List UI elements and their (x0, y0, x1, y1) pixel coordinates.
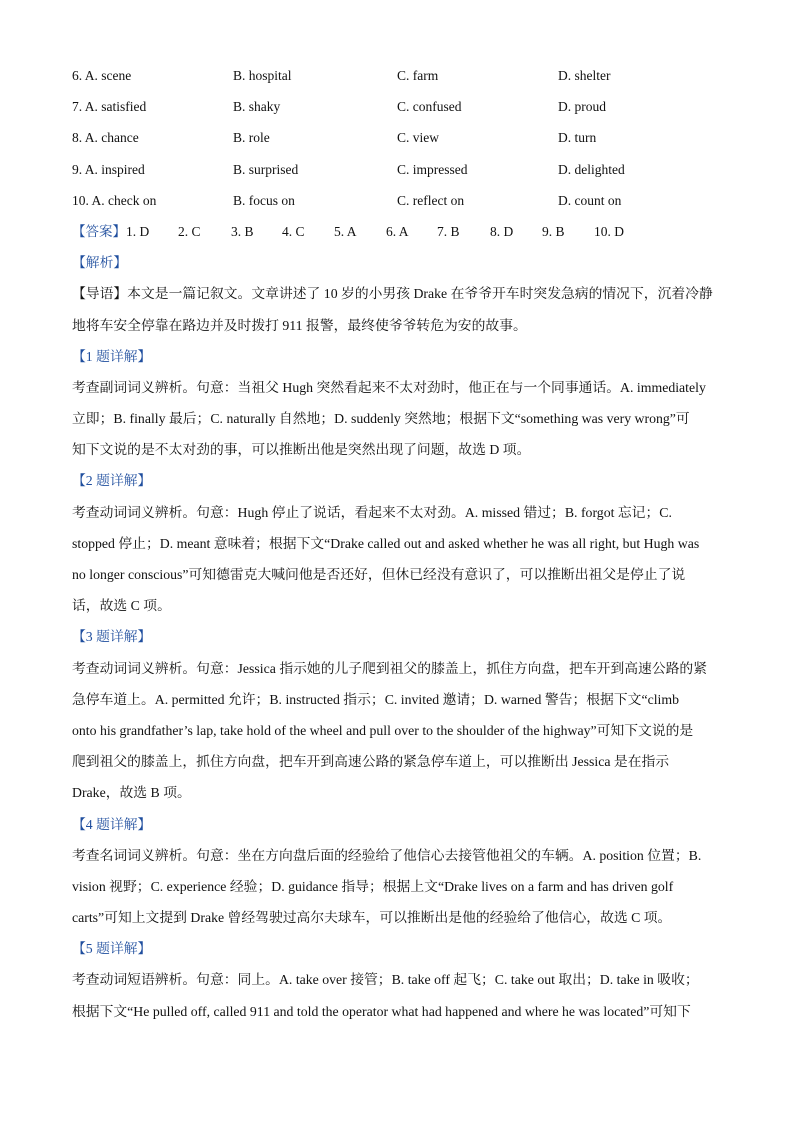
intro-line: 地将车安全停靠在路边并及时拨打 911 报警，最终使爷爷转危为安的故事。 (72, 317, 527, 333)
option-item: C. confused (397, 99, 462, 115)
option-item: 7. A. satisfied (72, 99, 147, 115)
intro-line: 【导语】本文是一篇记叙文。文章讲述了 10 岁的小男孩 Drake 在爷爷开车时突发急病的情况下，沉着冷静 (72, 286, 713, 302)
section-line: 考查名词词义辨析。句意：坐在方向盘后面的经验给了他信心去接管他祖父的车辆。A. position 位置；B. (72, 847, 702, 863)
answer-row (72, 216, 722, 247)
option-item: B. surprised (233, 161, 299, 177)
option-item: 9. A. inspired (72, 161, 145, 177)
section-paragraph (72, 653, 722, 809)
option-item: 6. A. scene (72, 68, 132, 83)
section-heading: 【5 题详解】 (72, 941, 152, 957)
section-line: onto his grandfather’s lap, take hold of the wheel and pull over to the shoulder of the highway”可知下文说的是 (72, 722, 694, 738)
section-paragraph (72, 497, 722, 622)
analysis-heading: 【解析】 (72, 255, 128, 271)
option-row (72, 185, 722, 216)
option-item: B. role (233, 130, 270, 146)
option-row (72, 154, 722, 185)
section-line: vision 视野；C. experience 经验；D. guidance 指导；根据上文“Drake lives on a farm and has driven golf (72, 878, 674, 894)
section-line: 知下文说的是不太对劲的事，可以推断出他是突然出现了问题，故选 D 项。 (72, 442, 531, 458)
answer-item: 2. C (178, 223, 201, 239)
option-item: B. hospital (233, 68, 292, 83)
section-paragraph (72, 372, 722, 466)
section-line: no longer conscious”可知德雷克大喊问他是否还好，但休已经没有意识了，可以推断出祖父是停止了说 (72, 567, 686, 582)
option-item: D. shelter (558, 68, 611, 83)
answer-item: 1. D (126, 223, 150, 239)
section-paragraph (72, 964, 722, 1026)
section-line: stopped 停止；D. meant 意味着；根据下文“Drake called out and asked whether he was all right, but Hugh was (72, 535, 700, 551)
answer-item: 7. B (437, 223, 460, 239)
answer-item: 4. C (282, 223, 305, 239)
option-item: D. turn (558, 130, 597, 146)
intro-paragraph (72, 278, 722, 340)
option-row (72, 91, 722, 122)
option-row (72, 122, 722, 153)
option-item: B. focus on (233, 192, 295, 208)
section-line: carts”可知上文提到 Drake 曾经驾驶过高尔夫球车，可以推断出是他的经验给了他信心，故选 C 项。 (72, 910, 672, 926)
section-line: 考查动词词义辨析。句意：Jessica 指示她的儿子爬到祖父的膝盖上，抓住方向盘，把车开到高速公路的紧 (72, 660, 708, 676)
answer-item: 3. B (231, 223, 254, 239)
section-paragraph (72, 840, 722, 934)
answer-item: 5. A (334, 223, 357, 239)
option-item: C. reflect on (397, 192, 465, 208)
option-item: 10. A. check on (72, 192, 157, 208)
section-heading: 【3 题详解】 (72, 629, 152, 645)
option-item: C. farm (397, 68, 439, 83)
option-item: C. impressed (397, 161, 468, 177)
section-heading: 【1 题详解】 (72, 348, 152, 364)
option-row (72, 60, 722, 91)
option-item: C. view (397, 130, 439, 146)
option-item: 8. A. chance (72, 130, 139, 146)
section-line: 考查动词词义辨析。句意：Hugh 停止了说话，看起来不太对劲。A. missed 错过；B. forgot 忘记；C. (72, 504, 672, 520)
option-item: D. proud (558, 99, 606, 115)
option-item: B. shaky (233, 99, 281, 115)
section-line: 根据下文“He pulled off, called 911 and told the operator what had happened and where he was located”可知下 (72, 1003, 691, 1019)
section-line: 话，故选 C 项。 (72, 598, 171, 614)
option-item: D. count on (558, 192, 622, 208)
section-heading: 【4 题详解】 (72, 816, 152, 832)
section-line: Drake，故选 B 项。 (72, 785, 191, 801)
answer-item: 6. A (386, 223, 409, 239)
explanation-sections (72, 341, 722, 1027)
section-line: 立即；B. finally 最后；C. naturally 自然地；D. suddenly 突然地；根据下文“something was very wrong”可 (72, 411, 690, 427)
options-block (72, 60, 722, 216)
answer-item: 8. D (490, 223, 514, 239)
section-line: 爬到祖父的膝盖上，抓住方向盘，把车开到高速公路的紧急停车道上，可以推断出 Jessica 是在指示 (72, 754, 670, 770)
section-line: 考查副词词义辨析。句意：当祖父 Hugh 突然看起来不太对劲时，他正在与一个同事通话。A. immediately (72, 379, 706, 395)
answer-tag: 【答案】 (72, 223, 126, 239)
section-line: 考查动词短语辨析。句意：同上。A. take over 接管；B. take off 起飞；C. take out 取出；D. take in 吸收； (72, 972, 699, 988)
option-item: D. delighted (558, 161, 625, 177)
section-heading: 【2 题详解】 (72, 473, 152, 489)
section-line: 急停车道上。A. permitted 允许；B. instructed 指示；C. invited 邀请；D. warned 警告；根据下文“climb (72, 691, 679, 707)
answer-item: 9. B (542, 223, 565, 239)
document-page (72, 60, 722, 1027)
answer-item: 10. D (594, 223, 624, 239)
